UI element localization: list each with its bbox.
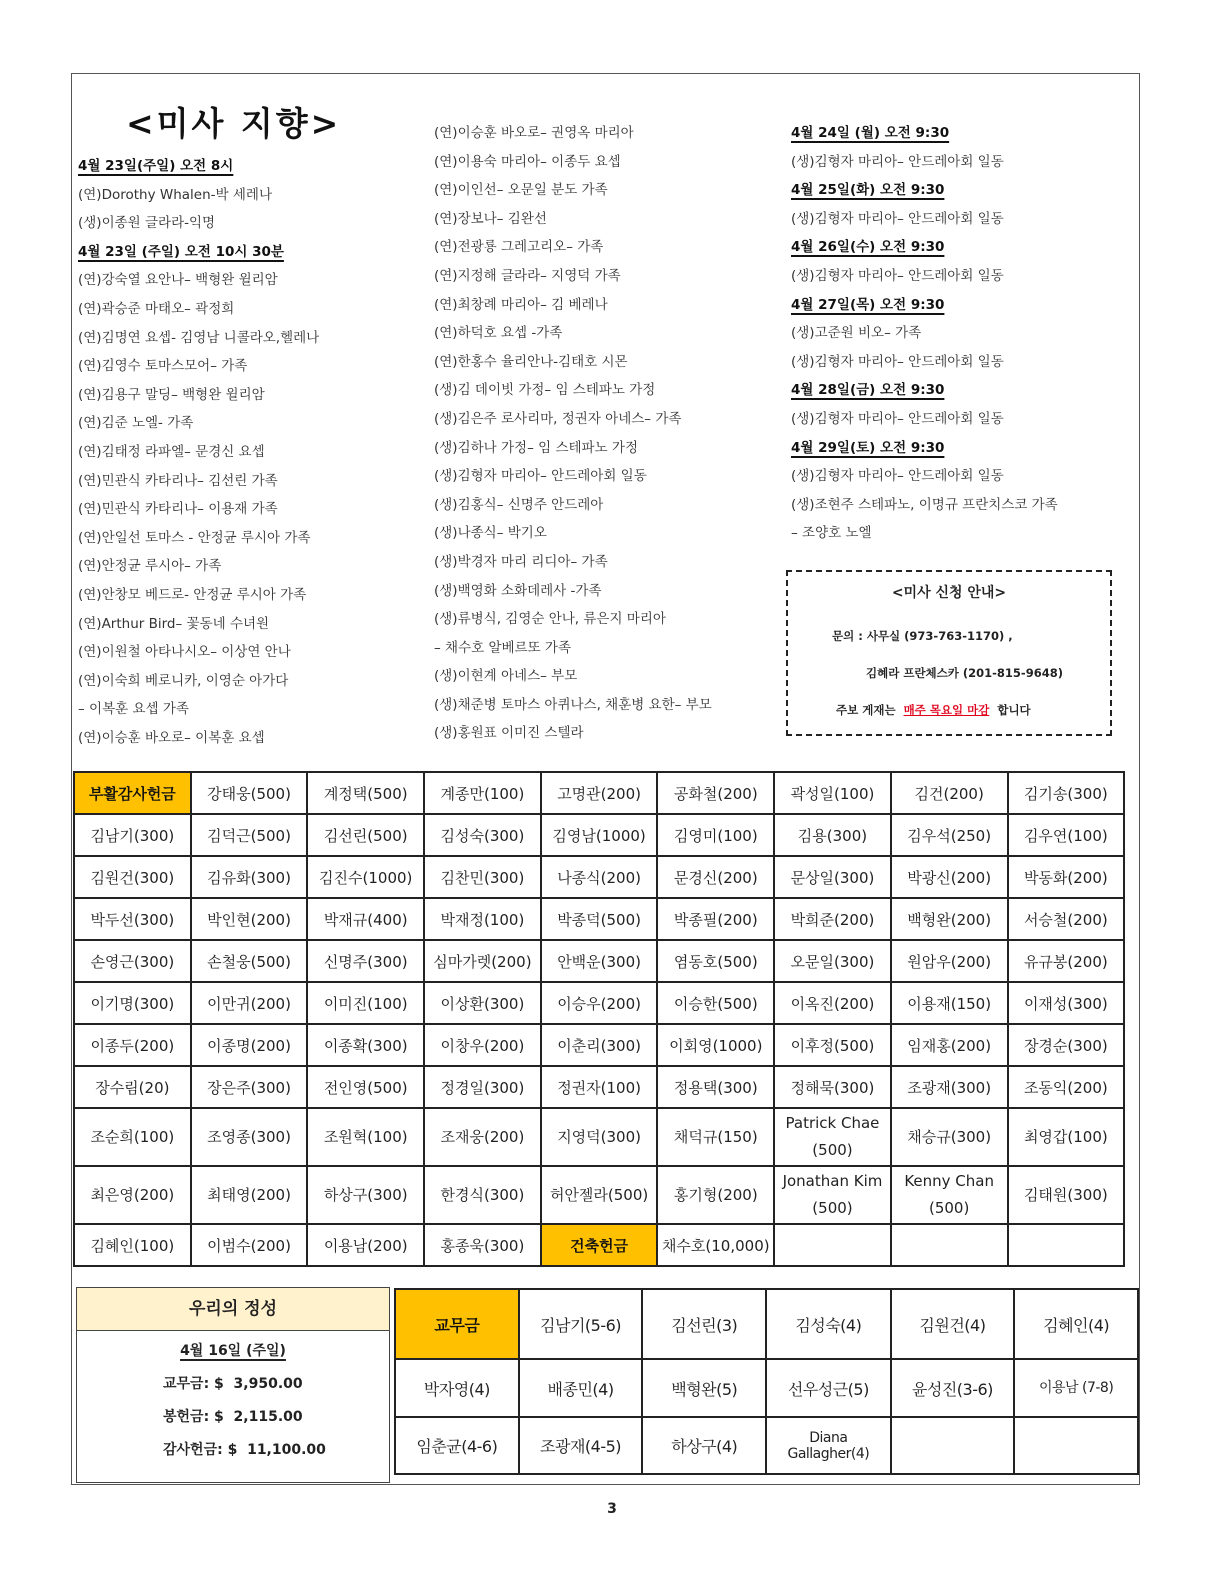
offering-cell: 김선린(500) (307, 814, 424, 856)
offering-cell: Kenny Chan (500) (891, 1166, 1008, 1224)
intention-text: (연)이용숙 마리아– 이종두 요셉 (434, 153, 621, 170)
dues-cell: 백형완(5) (642, 1359, 766, 1417)
sincerity-label: 교무금: (163, 1376, 210, 1392)
offering-cell (891, 1224, 1008, 1266)
offering-cell: 김성숙(300) (424, 814, 541, 856)
intention-entry (78, 667, 423, 696)
offering-cell: 조광재(300) (891, 1066, 1008, 1108)
intention-entry (434, 348, 779, 377)
offering-cell: 계종만(100) (424, 772, 541, 814)
intentions-column-3 (791, 119, 1136, 548)
offering-cell: 이용남(200) (307, 1224, 424, 1266)
offering-cell: 이승우(200) (541, 982, 658, 1024)
offering-cell: 정해묵(300) (774, 1066, 891, 1108)
intention-text: (생)김형자 마리아– 안드레아회 일동 (791, 267, 1004, 284)
intention-entry (78, 438, 423, 467)
offering-cell: 이미진(100) (307, 982, 424, 1024)
intention-text: (연)이승훈 바오로– 이복훈 요셉 (78, 729, 265, 746)
offering-cell: 김기송(300) (1008, 772, 1125, 814)
intention-text: (연)안창모 베드로- 안정균 루시아 가족 (78, 586, 307, 603)
intention-text: (연)곽승준 마태오– 곽정희 (78, 300, 235, 317)
dues-cell: 김혜인(4) (1014, 1289, 1138, 1359)
intention-entry (791, 491, 1136, 520)
offering-cell: 원암우(200) (891, 940, 1008, 982)
mass-date-heading (791, 376, 1136, 405)
intention-text: (생)김형자 마리아– 안드레아회 일동 (434, 468, 647, 485)
offering-cell: 전인영(500) (307, 1066, 424, 1108)
offering-cell: Jonathan Kim (500) (774, 1166, 891, 1224)
offering-cell: 이창우(200) (424, 1024, 541, 1066)
sincerity-amount: 3,950.00 (233, 1376, 303, 1392)
table-row (74, 940, 1124, 982)
intention-text: (연)장보나– 김완선 (434, 210, 547, 227)
offering-cell: 백형완(200) (891, 898, 1008, 940)
sincerity-row (77, 1406, 389, 1426)
notice-deadline-line (836, 702, 1031, 718)
offering-cell: 김우석(250) (891, 814, 1008, 856)
intention-text: (생)김은주 로사리마, 정권자 아네스– 가족 (434, 410, 682, 427)
intention-entry (434, 719, 779, 748)
intention-text: (생)김하나 가정– 임 스테파노 가정 (434, 439, 638, 456)
dues-cell: 하상구(4) (642, 1417, 766, 1474)
page-number: 3 (607, 1501, 617, 1517)
intention-entry (434, 434, 779, 463)
intention-text: (생)김 데이빗 가정– 임 스테파노 가정 (434, 382, 656, 399)
intention-text: (연)강숙열 요안나– 백형완 윌리암 (78, 272, 278, 289)
offering-cell: 김태원(300) (1008, 1166, 1125, 1224)
table-row (74, 1108, 1124, 1166)
intention-text: (생)김형자 마리아– 안드레아회 일동 (791, 153, 1004, 170)
intention-text: (생)류병식, 김영순 안나, 류은지 마리아 (434, 611, 666, 628)
mass-date-heading (78, 238, 423, 267)
offering-cell: 계정택(500) (307, 772, 424, 814)
offering-cell: 공화철(200) (657, 772, 774, 814)
offering-cell: 조재웅(200) (424, 1108, 541, 1166)
intention-entry (78, 610, 423, 639)
offering-cell: 허안젤라(500) (541, 1166, 658, 1224)
intention-text: (생)홍원표 이미진 스텔라 (434, 725, 584, 742)
sincerity-amount: 2,115.00 (233, 1409, 303, 1425)
dues-category-header: 교무금 (395, 1289, 519, 1359)
intention-entry (434, 119, 779, 148)
parish-dues-table (394, 1288, 1139, 1475)
offering-cell: 이범수(200) (191, 1224, 308, 1266)
mass-date-heading (791, 291, 1136, 320)
offering-cell: 이옥진(200) (774, 982, 891, 1024)
intention-entry (791, 205, 1136, 234)
sincerity-title: 우리의 정성 (77, 1288, 389, 1331)
table-row (74, 982, 1124, 1024)
intention-text: (생)고준원 비오– 가족 (791, 325, 922, 342)
intention-text: (연)김명연 요셉- 김영남 니콜라오,헬레나 (78, 329, 320, 346)
sincerity-row (77, 1373, 389, 1393)
mass-date-heading (791, 233, 1136, 262)
intention-entry (78, 638, 423, 667)
notice-contact-person: 김혜라 프란체스카 (201-815-9648) (866, 666, 1063, 680)
intention-entry (434, 605, 779, 634)
offering-cell: 박종필(200) (657, 898, 774, 940)
mass-date-text: 4월 23일 (주일) 오전 10시 30분 (78, 243, 284, 260)
offering-cell: 이재성(300) (1008, 982, 1125, 1024)
intention-entry (434, 691, 779, 720)
offering-cell: 지영덕(300) (541, 1108, 658, 1166)
sincerity-currency: $ (214, 1376, 224, 1392)
offering-cell: 김영미(100) (657, 814, 774, 856)
offering-cell: 김혜인(100) (74, 1224, 191, 1266)
offering-cell: 최태영(200) (191, 1166, 308, 1224)
intention-text: (연)안정균 루시아– 가족 (78, 558, 222, 575)
offering-cell: 유규봉(200) (1008, 940, 1125, 982)
dues-cell: 박자영(4) (395, 1359, 519, 1417)
intention-entry (434, 205, 779, 234)
intention-text: (생)나종식– 박기오 (434, 525, 547, 542)
intention-entry (78, 352, 423, 381)
sincerity-box (76, 1287, 390, 1483)
table-row (74, 814, 1124, 856)
intention-entry (78, 581, 423, 610)
sincerity-currency: $ (214, 1409, 224, 1425)
offering-cell: 홍기형(200) (657, 1166, 774, 1224)
offering-cell: 이춘리(300) (541, 1024, 658, 1066)
table-row (74, 1224, 1124, 1266)
intention-text: (생)김형자 마리아– 안드레아회 일동 (791, 210, 1004, 227)
intentions-column-1 (78, 98, 423, 752)
dues-cell: 조광재(4-5) (519, 1417, 643, 1474)
table-row (74, 856, 1124, 898)
offering-cell: 박두선(300) (74, 898, 191, 940)
offering-cell: 김건(200) (891, 772, 1008, 814)
intention-text: – 채수호 알베르또 가족 (434, 639, 571, 656)
intention-text: (연)지정해 글라라– 지영덕 가족 (434, 267, 621, 284)
dues-cell: 김선린(3) (642, 1289, 766, 1359)
intention-text: (연)안일선 토마스 - 안정균 루시아 가족 (78, 529, 311, 546)
intention-entry (78, 524, 423, 553)
page-frame (71, 73, 1140, 1485)
notice-deadline-prefix: 주보 게재는 (836, 703, 896, 717)
offering-cell: 고명관(200) (541, 772, 658, 814)
intention-text: – 조양호 노엘 (791, 525, 872, 542)
intention-text: (생)김형자 마리아– 안드레아회 일동 (791, 468, 1004, 485)
intention-entry (791, 148, 1136, 177)
mass-intentions-title: <미사 지향> (126, 104, 342, 143)
intention-text: (연)김태정 라파엘– 문경신 요셉 (78, 443, 265, 460)
offering-cell: 정경일(300) (424, 1066, 541, 1108)
intention-entry (78, 381, 423, 410)
intention-text: (연)최창례 마리아– 김 베레나 (434, 296, 608, 313)
offering-cell: 안백운(300) (541, 940, 658, 982)
mass-date-text: 4월 24일 (월) 오전 9:30 (791, 125, 950, 141)
table-row (74, 898, 1124, 940)
notice-title: <미사 신청 안내> (891, 585, 1007, 601)
sincerity-row (77, 1439, 389, 1459)
intention-text: – 이복훈 요셉 가족 (78, 701, 189, 718)
mass-date-text: 4월 28일(금) 오전 9:30 (791, 382, 945, 399)
offering-cell: 조동익(200) (1008, 1066, 1125, 1108)
dues-cell: 배종민(4) (519, 1359, 643, 1417)
intention-text: (연)민관식 카타리나– 이용재 가족 (78, 501, 278, 518)
offering-cell: 박인현(200) (191, 898, 308, 940)
mass-intentions-section (72, 74, 1141, 771)
offering-cell: 채승규(300) (891, 1108, 1008, 1166)
intention-text: (생)채준병 토마스 아퀴나스, 채훈병 요한– 부모 (434, 696, 712, 713)
dues-cell: 김원건(4) (891, 1289, 1015, 1359)
intentions-column-2 (434, 119, 779, 748)
dues-cell (1014, 1417, 1138, 1474)
offering-cell: 이상환(300) (424, 982, 541, 1024)
sincerity-label: 봉헌금: (163, 1409, 210, 1425)
offering-cell: Patrick Chae (500) (774, 1108, 891, 1166)
offering-cell: 장경순(300) (1008, 1024, 1125, 1066)
notice-contact-office: 문의 : 사무실 (973-763-1170) , (832, 629, 1013, 643)
mass-date-heading (791, 434, 1136, 463)
mass-date-text: 4월 23일(주일) 오전 8시 (78, 158, 234, 174)
intention-text: (연)Dorothy Whalen-박 세레나 (78, 186, 272, 203)
dues-cell: 선우성근(5) (766, 1359, 890, 1417)
offering-cell: 조순희(100) (74, 1108, 191, 1166)
offering-cell: 채덕규(150) (657, 1108, 774, 1166)
offering-cell (1008, 1224, 1125, 1266)
intention-entry (434, 262, 779, 291)
mass-date-text: 4월 27일(목) 오전 9:30 (791, 296, 945, 313)
table-row (395, 1289, 1138, 1359)
intention-entry (434, 519, 779, 548)
intention-text: (생)이현계 아네스– 부모 (434, 668, 578, 685)
offering-cell: 서승철(200) (1008, 898, 1125, 940)
offering-cell: 조영종(300) (191, 1108, 308, 1166)
notice-deadline: 매주 목요일 마감 (903, 703, 990, 717)
intention-text: (생)박경자 마리 리디아– 가족 (434, 553, 608, 570)
table-row (74, 1066, 1124, 1108)
intention-entry (78, 495, 423, 524)
mass-date-text: 4월 25일(화) 오전 9:30 (791, 182, 945, 199)
easter-offering-table (73, 771, 1125, 1267)
intention-entry (78, 266, 423, 295)
offering-cell: 오문일(300) (774, 940, 891, 982)
intention-text: (연)하덕호 요셉 -가족 (434, 325, 563, 342)
offering-cell: 김영남(1000) (541, 814, 658, 856)
intention-text: (연)Arthur Bird– 꽃동네 수녀원 (78, 615, 270, 632)
intention-text: (연)김용구 말딩– 백형완 윌리암 (78, 386, 265, 403)
intention-text: (연)한홍수 율리안나-김태호 시몬 (434, 353, 628, 370)
sincerity-label: 감사헌금: (163, 1442, 223, 1458)
offering-cell: 염동호(500) (657, 940, 774, 982)
offering-cell: 최은영(200) (74, 1166, 191, 1224)
sincerity-currency: $ (227, 1442, 238, 1458)
dues-cell: 임춘균(4-6) (395, 1417, 519, 1474)
intention-entry (434, 233, 779, 262)
offering-cell: 김찬민(300) (424, 856, 541, 898)
intention-entry (78, 724, 423, 753)
intention-entry (791, 348, 1136, 377)
offering-cell: 하상구(300) (307, 1166, 424, 1224)
intention-text: (생)김홍식– 신명주 안드레아 (434, 496, 604, 513)
offering-category-header: 부활감사헌금 (74, 772, 191, 814)
intention-text: (연)김영수 토마스모어– 가족 (78, 358, 248, 375)
offering-cell: 박재정(100) (424, 898, 541, 940)
offering-cell: 김유화(300) (191, 856, 308, 898)
offering-cell: 신명주(300) (307, 940, 424, 982)
offering-cell (774, 1224, 891, 1266)
offering-cell: 박광신(200) (891, 856, 1008, 898)
offering-cell: 문상일(300) (774, 856, 891, 898)
intention-text: (연)이원철 아타나시오– 이상연 안나 (78, 644, 291, 661)
sincerity-date-text: 4월 16일 (주일) (180, 1343, 286, 1359)
table-row (74, 1024, 1124, 1066)
intention-text: (생)백영화 소화데레사 -가족 (434, 582, 602, 599)
offering-cell: 장은주(300) (191, 1066, 308, 1108)
offering-cell: 강태웅(500) (191, 772, 308, 814)
offering-cell: 손철웅(500) (191, 940, 308, 982)
dues-cell: Diana Gallagher(4) (766, 1417, 890, 1474)
offering-cell: 이종명(200) (191, 1024, 308, 1066)
intention-text: (연)김준 노엘- 가족 (78, 415, 194, 432)
offering-cell: 박희준(200) (774, 898, 891, 940)
dues-cell (891, 1417, 1015, 1474)
offering-cell: 박재규(400) (307, 898, 424, 940)
dues-cell: 김성숙(4) (766, 1289, 890, 1359)
offering-cell: 박동화(200) (1008, 856, 1125, 898)
table-row (395, 1417, 1138, 1474)
intention-entry (434, 462, 779, 491)
sincerity-amount: 11,100.00 (247, 1442, 326, 1458)
offering-cell: 박종덕(500) (541, 898, 658, 940)
notice-deadline-suffix: 합니다 (997, 703, 1031, 717)
offering-cell: 한경식(300) (424, 1166, 541, 1224)
intention-entry (78, 295, 423, 324)
mass-date-text: 4월 29일(토) 오전 9:30 (791, 439, 945, 456)
mass-date-heading (78, 152, 423, 181)
offering-cell: 최영갑(100) (1008, 1108, 1125, 1166)
dues-cell: 김남기(5-6) (519, 1289, 643, 1359)
intention-text: (생)김형자 마리아– 안드레아회 일동 (791, 353, 1004, 370)
offering-cell: 김원건(300) (74, 856, 191, 898)
mass-request-notice-box (786, 570, 1112, 736)
mass-date-text: 4월 26일(수) 오전 9:30 (791, 239, 945, 256)
table-row (395, 1359, 1138, 1417)
dues-cell: 윤성진(3-6) (891, 1359, 1015, 1417)
intention-entry (78, 695, 423, 724)
intention-text: (연)민관식 카타리나– 김선린 가족 (78, 472, 278, 489)
intention-entry (434, 405, 779, 434)
sincerity-date (77, 1340, 389, 1360)
intention-entry (78, 467, 423, 496)
offering-cell: 홍종욱(300) (424, 1224, 541, 1266)
offering-cell: 채수호(10,000) (657, 1224, 774, 1266)
mass-date-heading (791, 119, 1136, 148)
intention-entry (434, 491, 779, 520)
intention-entry (78, 409, 423, 438)
offering-cell: 임재홍(200) (891, 1024, 1008, 1066)
offering-cell: 이기명(300) (74, 982, 191, 1024)
offering-cell: 심마가렛(200) (424, 940, 541, 982)
intention-entry (434, 577, 779, 606)
offering-cell: 손영근(300) (74, 940, 191, 982)
intention-text: (연)전광룡 그레고리오– 가족 (434, 239, 604, 256)
offering-cell: 김진수(1000) (307, 856, 424, 898)
offering-cell: 이만귀(200) (191, 982, 308, 1024)
table-row (74, 1166, 1124, 1224)
offering-cell: 곽성일(100) (774, 772, 891, 814)
intention-entry (78, 209, 423, 238)
intention-entry (434, 634, 779, 663)
intention-entry (791, 405, 1136, 434)
offering-cell: 조원혁(100) (307, 1108, 424, 1166)
offering-cell: 이종두(200) (74, 1024, 191, 1066)
intention-entry (434, 376, 779, 405)
offering-cell: 김남기(300) (74, 814, 191, 856)
intention-text: (생)김형자 마리아– 안드레아회 일동 (791, 410, 1004, 427)
intention-text: (생)이종원 글라라-익명 (78, 215, 216, 232)
intention-entry (791, 519, 1136, 548)
intention-text: (연)이인선– 오문일 분도 가족 (434, 182, 608, 199)
intention-entry (78, 181, 423, 210)
intention-entry (434, 662, 779, 691)
offering-cell: 이종확(300) (307, 1024, 424, 1066)
mass-date-heading (791, 176, 1136, 205)
intention-entry (434, 148, 779, 177)
offering-cell: 정용택(300) (657, 1066, 774, 1108)
offering-category-header: 건축헌금 (541, 1224, 658, 1266)
offering-cell: 장수림(20) (74, 1066, 191, 1108)
offering-cell: 이용재(150) (891, 982, 1008, 1024)
intention-entry (434, 548, 779, 577)
offering-cell: 김우연(100) (1008, 814, 1125, 856)
intention-entry (434, 319, 779, 348)
offering-cell: 문경신(200) (657, 856, 774, 898)
intention-entry (434, 291, 779, 320)
intention-entry (791, 319, 1136, 348)
dues-cell: 이용남 (7-8) (1014, 1359, 1138, 1417)
offering-cell: 김용(300) (774, 814, 891, 856)
sincerity-rows (77, 1373, 389, 1459)
intention-entry (78, 552, 423, 581)
intention-text: (생)조현주 스테파노, 이명규 프란치스코 가족 (791, 496, 1058, 513)
offering-cell: 이회영(1000) (657, 1024, 774, 1066)
intention-entry (791, 462, 1136, 491)
offering-cell: 이후정(500) (774, 1024, 891, 1066)
intention-entry (434, 176, 779, 205)
offering-cell: 정권자(100) (541, 1066, 658, 1108)
offering-cell: 김덕근(500) (191, 814, 308, 856)
intention-text: (연)이숙희 베로니카, 이영순 아가다 (78, 672, 289, 689)
offering-cell: 이승한(500) (657, 982, 774, 1024)
table-row (74, 772, 1124, 814)
intention-entry (791, 262, 1136, 291)
offering-cell: 나종식(200) (541, 856, 658, 898)
intention-entry (78, 324, 423, 353)
intention-text: (연)이승훈 바오로– 권영옥 마리아 (434, 125, 634, 141)
